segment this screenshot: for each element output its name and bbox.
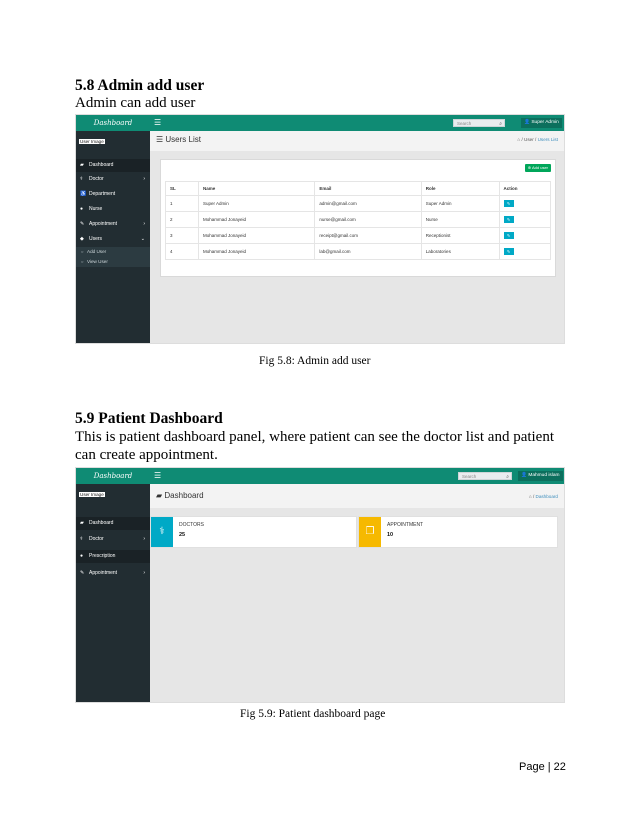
- card-value: 25: [179, 532, 186, 538]
- user-image: User Image: [80, 492, 104, 497]
- copy-icon: ❐: [359, 517, 381, 547]
- section-heading-admin-add-user: 5.8 Admin add user: [75, 77, 205, 94]
- prescription-icon: ●: [80, 553, 84, 559]
- figure-caption-5-9: Fig 5.9: Patient dashboard page: [240, 708, 386, 720]
- menu-toggle-icon[interactable]: ☰: [154, 471, 162, 480]
- cell-action: [499, 228, 550, 244]
- chevron-right-icon: ›: [143, 221, 145, 227]
- sidebar-item-nurse[interactable]: ● Nurse: [76, 203, 150, 216]
- sidebar-item-prescription[interactable]: ● Prescription: [76, 550, 150, 563]
- patient-dashboard-screenshot: [75, 467, 565, 703]
- content-header: [150, 131, 564, 151]
- doctor-icon: ⚕: [80, 536, 83, 542]
- user-icon: 👤: [521, 473, 527, 478]
- breadcrumb-users-list: Users List: [537, 137, 558, 142]
- content-header: [150, 484, 564, 508]
- sidebar-item-users[interactable]: ◆ Users ⌄: [76, 233, 150, 246]
- cell-action: [499, 212, 550, 228]
- sidebar-item-appointment[interactable]: ✎ Appointment ›: [76, 218, 150, 231]
- dashboard-icon: ▰: [80, 520, 84, 526]
- top-navbar: [76, 468, 564, 484]
- cell-role: Laboratories: [421, 244, 499, 260]
- table-header-row: [166, 182, 551, 196]
- cell-sl: 3: [166, 228, 199, 244]
- sidebar-item-dashboard[interactable]: ▰ Dashboard: [76, 159, 150, 172]
- page-title: ▰ Dashboard: [156, 491, 204, 500]
- brand-logo[interactable]: Dashboard: [93, 472, 133, 480]
- users-icon: ◆: [80, 236, 84, 242]
- chevron-right-icon: ›: [143, 536, 145, 542]
- cell-sl: 4: [166, 244, 199, 260]
- breadcrumb-user[interactable]: User: [524, 137, 534, 142]
- card-label: APPOINTMENT: [387, 522, 424, 528]
- page-number: Page | 22: [519, 761, 566, 773]
- edit-button[interactable]: ✎: [504, 216, 514, 223]
- figure-caption-5-8: Fig 5.8: Admin add user: [259, 355, 371, 367]
- search-icon[interactable]: ⌕: [506, 474, 509, 480]
- table-row: [166, 196, 551, 212]
- cell-email: nurse@gmail.com: [315, 212, 421, 228]
- dashboard-icon: ▰: [80, 162, 84, 168]
- users-list-panel: [160, 159, 556, 277]
- cell-role: Super Admin: [421, 196, 499, 212]
- circle-icon: ○: [81, 259, 84, 264]
- department-icon: ♿: [80, 191, 87, 197]
- card-label: DOCTORS: [179, 522, 204, 528]
- sidebar-item-appointment[interactable]: ✎ Appointment ›: [76, 567, 150, 580]
- col-header-action: Action: [499, 182, 550, 196]
- user-menu-button[interactable]: 👤 Super Admin: [521, 118, 562, 128]
- breadcrumb: ⌂ / Dashboard: [528, 494, 558, 499]
- plus-circle-icon: ⊕: [527, 165, 532, 170]
- cell-email: admin@gmail.com: [315, 196, 421, 212]
- stethoscope-icon: ⚕: [151, 517, 173, 547]
- appointment-icon: ✎: [80, 570, 85, 576]
- doctor-icon: ⚕: [80, 176, 83, 182]
- section-heading-patient-dashboard: 5.9 Patient Dashboard: [75, 410, 223, 427]
- table-row: [166, 244, 551, 260]
- chevron-right-icon: ›: [143, 176, 145, 182]
- col-header-name: Name: [199, 182, 315, 196]
- cell-sl: 1: [166, 196, 199, 212]
- appointment-icon: ✎: [80, 221, 85, 227]
- cell-action: [499, 196, 550, 212]
- cell-role: Nurse: [421, 212, 499, 228]
- user-image: User Image: [80, 139, 104, 144]
- search-icon[interactable]: ⌕: [499, 121, 502, 127]
- search-input[interactable]: Search ⌕: [453, 119, 505, 127]
- sidebar-item-department[interactable]: ♿ Department: [76, 188, 150, 201]
- top-navbar: [76, 115, 564, 131]
- cell-email: receipt@gmail.com: [315, 228, 421, 244]
- col-header-role: Role: [421, 182, 499, 196]
- sidebar: [76, 131, 150, 343]
- doctors-stat-card[interactable]: [150, 516, 357, 548]
- search-input[interactable]: Search ⌕: [458, 472, 512, 480]
- nurse-icon: ●: [80, 206, 84, 212]
- users-table: [165, 181, 551, 260]
- cell-name: Mohammad Jonayeid: [199, 228, 315, 244]
- section-body-patient-dashboard: This is patient dashboard panel, where patient can see the doctor list and patient can create appointment.: [75, 429, 555, 463]
- breadcrumb: ⌂ / User / Users List: [517, 137, 558, 142]
- circle-icon: ○: [81, 249, 84, 254]
- cell-sl: 2: [166, 212, 199, 228]
- table-row: [166, 212, 551, 228]
- sidebar-item-doctor[interactable]: ⚕ Doctor ›: [76, 173, 150, 186]
- sidebar-item-dashboard[interactable]: ▰ Dashboard: [76, 517, 150, 530]
- cell-role: Receptionist: [421, 228, 499, 244]
- cell-email: lab@gmail.com: [315, 244, 421, 260]
- menu-toggle-icon[interactable]: ☰: [154, 118, 162, 127]
- dashboard-icon: ▰: [156, 491, 163, 500]
- chevron-down-icon: ⌄: [140, 236, 145, 242]
- breadcrumb-dashboard: Dashboard: [535, 494, 558, 499]
- cell-name: Mohammad Jonayeid: [199, 244, 315, 260]
- list-icon: ☰: [156, 135, 164, 144]
- home-icon[interactable]: ⌂: [528, 494, 532, 499]
- sidebar-item-doctor[interactable]: ⚕ Doctor ›: [76, 533, 150, 546]
- sidebar: [76, 484, 150, 702]
- edit-button[interactable]: ✎: [504, 232, 514, 239]
- appointment-stat-card[interactable]: [358, 516, 558, 548]
- col-header-sl: SL: [166, 182, 199, 196]
- user-icon: 👤: [524, 120, 530, 125]
- submenu-item-add-user[interactable]: ○ Add User: [76, 247, 150, 257]
- admin-users-screenshot: [75, 114, 565, 344]
- edit-button[interactable]: ✎: [504, 200, 514, 207]
- edit-button[interactable]: ✎: [504, 248, 514, 255]
- cell-action: [499, 244, 550, 260]
- add-user-button[interactable]: ⊕ Add user: [525, 164, 551, 172]
- card-value: 10: [387, 532, 394, 538]
- page-title: ☰ Users List: [156, 135, 201, 144]
- cell-name: Mohammad Jonayeid: [199, 212, 315, 228]
- submenu-item-view-user[interactable]: ○ View User: [76, 257, 150, 267]
- home-icon[interactable]: ⌂: [517, 137, 521, 142]
- chevron-right-icon: ›: [143, 570, 145, 576]
- col-header-email: Email: [315, 182, 421, 196]
- brand-logo[interactable]: Dashboard: [93, 119, 133, 127]
- cell-name: Super Admin: [199, 196, 315, 212]
- table-row: [166, 228, 551, 244]
- section-body-admin-add-user: Admin can add user: [75, 95, 196, 111]
- user-menu-button[interactable]: 👤 Mahmud islam: [518, 471, 563, 481]
